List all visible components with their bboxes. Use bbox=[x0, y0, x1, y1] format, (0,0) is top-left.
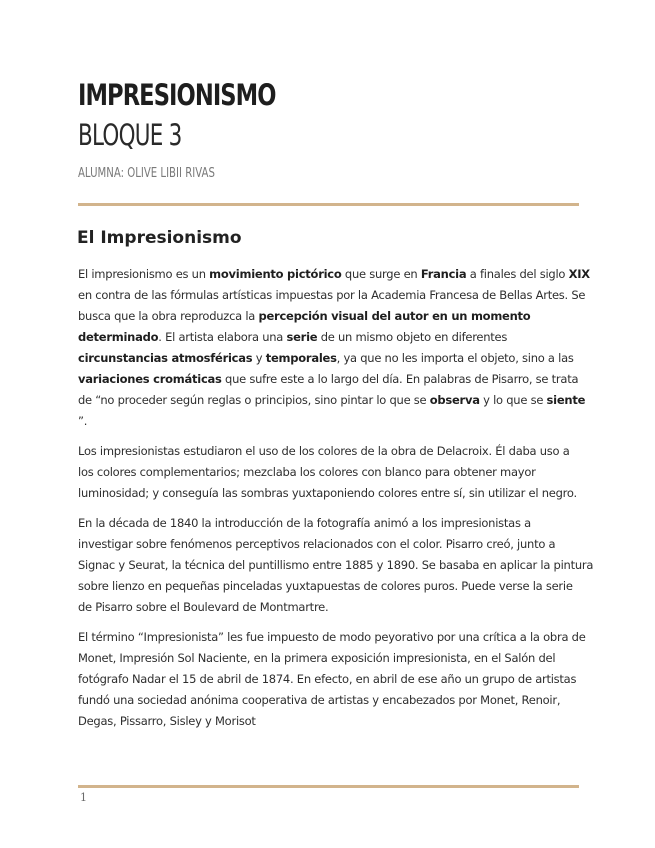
text-line bbox=[78, 597, 582, 618]
header-divider bbox=[78, 203, 579, 206]
text-run: y bbox=[252, 351, 266, 365]
text-run: El impresionismo es un bbox=[78, 267, 210, 281]
text-run: luminosidad; y conseguía las sombras yuxtaponiendo colores entre sí, sin utilizar el negro. bbox=[78, 486, 577, 500]
bold-term: temporales bbox=[265, 351, 337, 365]
text-line bbox=[78, 462, 582, 483]
text-line bbox=[78, 327, 582, 348]
text-run: En la década de 1840 la introducción de la fotografía animó a los impresionistas a bbox=[78, 516, 531, 530]
text-line bbox=[78, 711, 582, 732]
bold-term: circunstancias atmosféricas bbox=[78, 351, 253, 365]
bold-term: XIX bbox=[568, 267, 590, 281]
text-line bbox=[78, 348, 582, 369]
text-run: sobre lienzo en pequeñas pinceladas yuxtapuestas de colores puros. Puede verse la serie bbox=[78, 579, 573, 593]
text-run: ”. bbox=[78, 414, 88, 428]
section-heading: El Impresionismo bbox=[77, 228, 242, 248]
paragraph bbox=[78, 513, 594, 618]
bold-term: serie bbox=[286, 330, 318, 344]
text-run: de Pisarro sobre el Boulevard de Montmartre. bbox=[78, 600, 329, 614]
text-line bbox=[78, 390, 586, 411]
text-run: en contra de las fórmulas artísticas impuestas por la Academia Francesa de Bellas Artes. Se bbox=[78, 288, 586, 302]
text-run: . El artista elabora una bbox=[158, 330, 287, 344]
text-run: que surge en bbox=[341, 267, 421, 281]
text-run: busca que la obra reproduzca la bbox=[78, 309, 259, 323]
text-line bbox=[78, 513, 582, 534]
bold-term: movimiento pictórico bbox=[209, 267, 342, 281]
text-line bbox=[78, 411, 582, 432]
document-subtitle: BLOQUE 3 bbox=[78, 118, 182, 152]
body-text bbox=[78, 264, 594, 741]
bold-term: percepción visual del autor en un momento bbox=[258, 309, 531, 323]
text-line bbox=[78, 690, 582, 711]
document-title: IMPRESIONISMO bbox=[78, 78, 276, 112]
text-run: , ya que no les importa el objeto, sino a las bbox=[336, 351, 574, 365]
text-run: fundó una sociedad anónima cooperativa de artistas y encabezados por Monet, Renoir, bbox=[78, 693, 561, 707]
footer-divider bbox=[78, 785, 579, 788]
text-line bbox=[78, 483, 582, 504]
text-run: los colores complementarios; mezclaba los colores con blanco para obtener mayor bbox=[78, 465, 536, 479]
text-line bbox=[78, 306, 582, 327]
text-line bbox=[78, 576, 582, 597]
text-run: Degas, Pissarro, Sisley y Morisot bbox=[78, 714, 256, 728]
page-number: 1 bbox=[80, 791, 87, 804]
text-line bbox=[78, 534, 582, 555]
text-run: que sufre este a lo largo del día. En palabras de Pisarro, se trata bbox=[221, 372, 579, 386]
text-line bbox=[78, 555, 594, 576]
bold-term: observa bbox=[429, 393, 480, 407]
text-run: Los impresionistas estudiaron el uso de los colores de la obra de Delacroix. Él daba uso a bbox=[78, 444, 570, 458]
bold-term: determinado bbox=[78, 330, 159, 344]
text-run: fotógrafo Nadar el 15 de abril de 1874. En efecto, en abril de ese año un grupo de artistas bbox=[78, 672, 577, 686]
text-run: Signac y Seurat, la técnica del puntillismo entre 1885 y 1890. Se basaba en aplicar la pintura bbox=[78, 558, 594, 572]
text-line bbox=[78, 648, 582, 669]
text-run: de “no proceder según reglas o principios, sino pintar lo que se bbox=[78, 393, 430, 407]
student-name: ALUMNA: OLIVE LIBII RIVAS bbox=[78, 166, 215, 181]
paragraph bbox=[78, 627, 586, 732]
text-line bbox=[78, 369, 582, 390]
text-run: El término “Impresionista” les fue impuesto de modo peyorativo por una crítica a la obra de bbox=[78, 630, 586, 644]
bold-term: Francia bbox=[420, 267, 467, 281]
bold-term: siente bbox=[546, 393, 586, 407]
text-line bbox=[78, 264, 590, 285]
text-line bbox=[78, 441, 582, 462]
text-run: y lo que se bbox=[479, 393, 547, 407]
text-run: investigar sobre fenómenos perceptivos relacionados con el color. Pisarro creó, junto a bbox=[78, 537, 556, 551]
paragraph bbox=[78, 441, 582, 504]
text-line bbox=[78, 285, 586, 306]
text-line bbox=[78, 627, 586, 648]
text-line bbox=[78, 669, 582, 690]
text-run: Monet, Impresión Sol Naciente, en la primera exposición impresionista, en el Salón del bbox=[78, 651, 556, 665]
text-run: de un mismo objeto en diferentes bbox=[317, 330, 508, 344]
bold-term: variaciones cromáticas bbox=[78, 372, 222, 386]
paragraph bbox=[78, 264, 590, 432]
text-run: a finales del siglo bbox=[466, 267, 569, 281]
